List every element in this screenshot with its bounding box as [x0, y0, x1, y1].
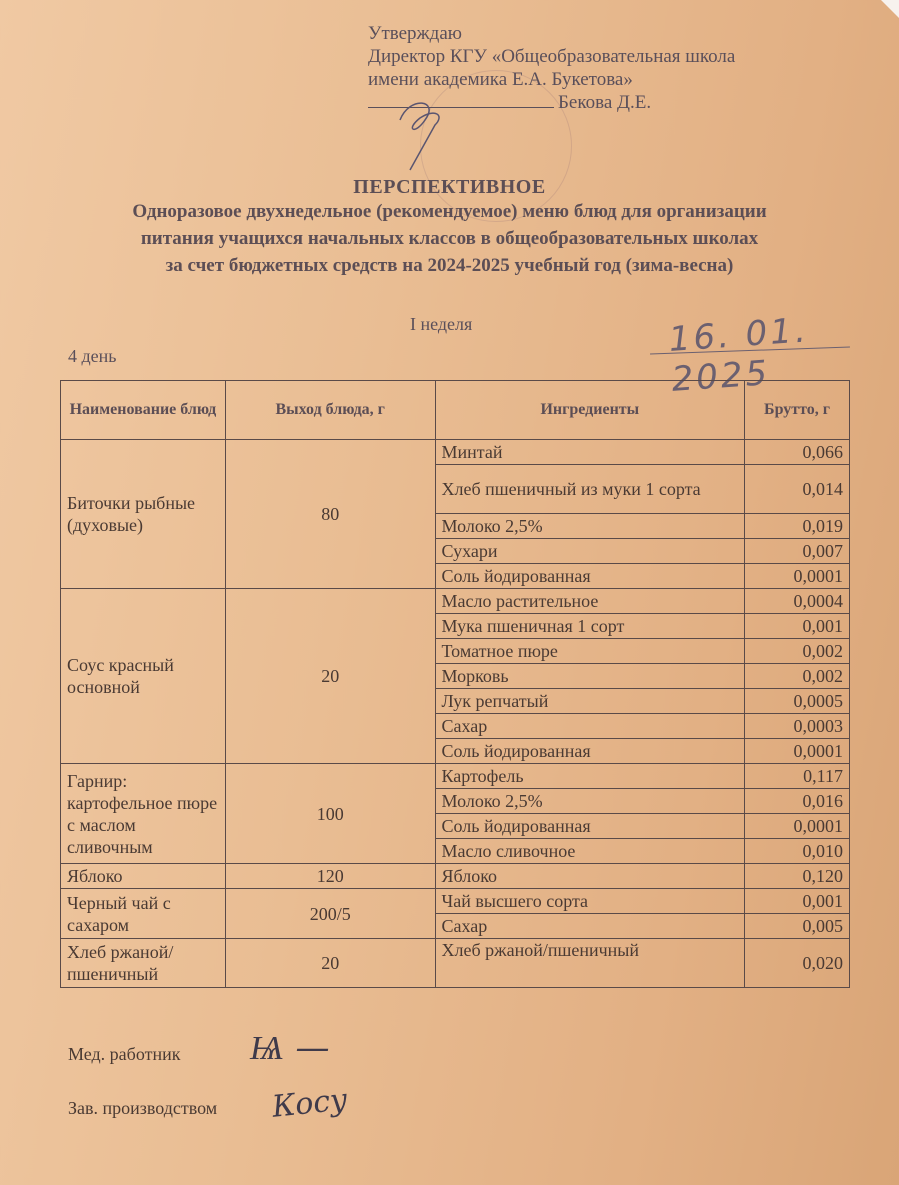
table-row [61, 440, 850, 465]
table-row [61, 939, 850, 988]
dish-output: 20 [225, 939, 435, 988]
ingredient-gross: 0,010 [745, 839, 850, 864]
ingredient-gross: 0,001 [745, 614, 850, 639]
ingredient-name: Сахар [435, 914, 745, 939]
header-ingredients: Ингредиенты [435, 381, 745, 440]
dish-output: 80 [225, 440, 435, 589]
handwritten-date: 16. 01. 2025 [667, 310, 810, 400]
ingredient-name: Чай высшего сорта [435, 889, 745, 914]
production-signature: Косу [270, 1082, 350, 1125]
ingredient-name: Хлеб пшеничный из муки 1 сорта [435, 465, 745, 514]
ingredient-name: Молоко 2,5% [435, 789, 745, 814]
ingredient-name: Мука пшеничная 1 сорт [435, 614, 745, 639]
ingredient-gross: 0,005 [745, 914, 850, 939]
ingredient-name: Яблоко [435, 864, 745, 889]
dish-name: Биточки рыбные (духовые) [61, 440, 226, 589]
ingredient-gross: 0,002 [745, 664, 850, 689]
table-row [61, 889, 850, 914]
ingredient-name: Соль йодированная [435, 739, 745, 764]
ingredient-name: Сахар [435, 714, 745, 739]
week-label: I неделя [410, 314, 473, 334]
day-label: 4 день [68, 346, 117, 366]
ingredient-gross: 0,007 [745, 539, 850, 564]
ingredient-name: Картофель [435, 764, 745, 789]
subtitle-line-2: питания учащихся начальных классов в общеобразовательных школах [140, 228, 759, 249]
dish-name: Соус красный основной [61, 589, 226, 764]
ingredient-name: Морковь [435, 664, 745, 689]
ingredient-gross: 0,016 [745, 789, 850, 814]
document-subtitle [0, 198, 899, 279]
ingredient-gross: 0,019 [745, 514, 850, 539]
dish-name: Гарнир: картофельное пюре с маслом сливочным [61, 764, 226, 864]
ingredient-gross: 0,0003 [745, 714, 850, 739]
header-output: Выход блюда, г [225, 381, 435, 440]
ingredient-name: Масло растительное [435, 589, 745, 614]
dish-name: Хлеб ржаной/ пшеничный [61, 939, 226, 988]
production-label: Зав. производством [68, 1098, 218, 1118]
table-row [61, 589, 850, 614]
ingredient-gross: 0,117 [745, 764, 850, 789]
ingredient-gross: 0,020 [745, 939, 850, 988]
ingredient-gross: 0,001 [745, 889, 850, 914]
ingredient-gross: 0,014 [745, 465, 850, 514]
ingredient-name: Молоко 2,5% [435, 514, 745, 539]
header-dish: Наименование блюд [61, 381, 226, 440]
document-title: ПЕРСПЕКТИВНОЕ [353, 176, 546, 198]
folded-corner [881, 0, 899, 18]
subtitle-line-1: Одноразовое двухнедельное (рекомендуемое) меню блюд для организации [132, 201, 767, 222]
menu-table [60, 380, 850, 988]
ingredient-gross: 0,0001 [745, 814, 850, 839]
dish-output: 100 [225, 764, 435, 864]
medic-label: Мед. работник [68, 1044, 181, 1064]
ingredient-gross: 0,120 [745, 864, 850, 889]
ingredient-gross: 0,002 [745, 639, 850, 664]
ingredient-name: Минтай [435, 440, 745, 465]
table-header-row [61, 381, 850, 440]
director-signature [380, 90, 460, 180]
approve-label: Утверждаю [368, 23, 462, 44]
ingredient-name: Сухари [435, 539, 745, 564]
medic-signature: Ѩ — [250, 1028, 330, 1068]
ingredient-name: Хлеб ржаной/пшеничный [435, 939, 745, 988]
director-line: Директор КГУ «Общеобразовательная школа [368, 46, 736, 67]
director-name: Бекова Д.Е. [558, 92, 652, 113]
ingredient-gross: 0,0005 [745, 689, 850, 714]
dish-name: Черный чай с сахаром [61, 889, 226, 939]
header-gross: Брутто, г [745, 381, 850, 440]
ingredient-gross: 0,0001 [745, 564, 850, 589]
ingredient-name: Томатное пюре [435, 639, 745, 664]
table-row [61, 864, 850, 889]
school-line: имени академика Е.А. Букетова» [368, 69, 633, 90]
ingredient-gross: 0,0004 [745, 589, 850, 614]
ingredient-name: Лук репчатый [435, 689, 745, 714]
ingredient-name: Соль йодированная [435, 814, 745, 839]
ingredient-gross: 0,066 [745, 440, 850, 465]
dish-output: 120 [225, 864, 435, 889]
dish-name: Яблоко [61, 864, 226, 889]
ingredient-name: Соль йодированная [435, 564, 745, 589]
table-row [61, 764, 850, 789]
subtitle-line-3: за счет бюджетных средств на 2024-2025 учебный год (зима-весна) [165, 255, 734, 276]
ingredient-name: Масло сливочное [435, 839, 745, 864]
dish-output: 20 [225, 589, 435, 764]
dish-output: 200/5 [225, 889, 435, 939]
ingredient-gross: 0,0001 [745, 739, 850, 764]
